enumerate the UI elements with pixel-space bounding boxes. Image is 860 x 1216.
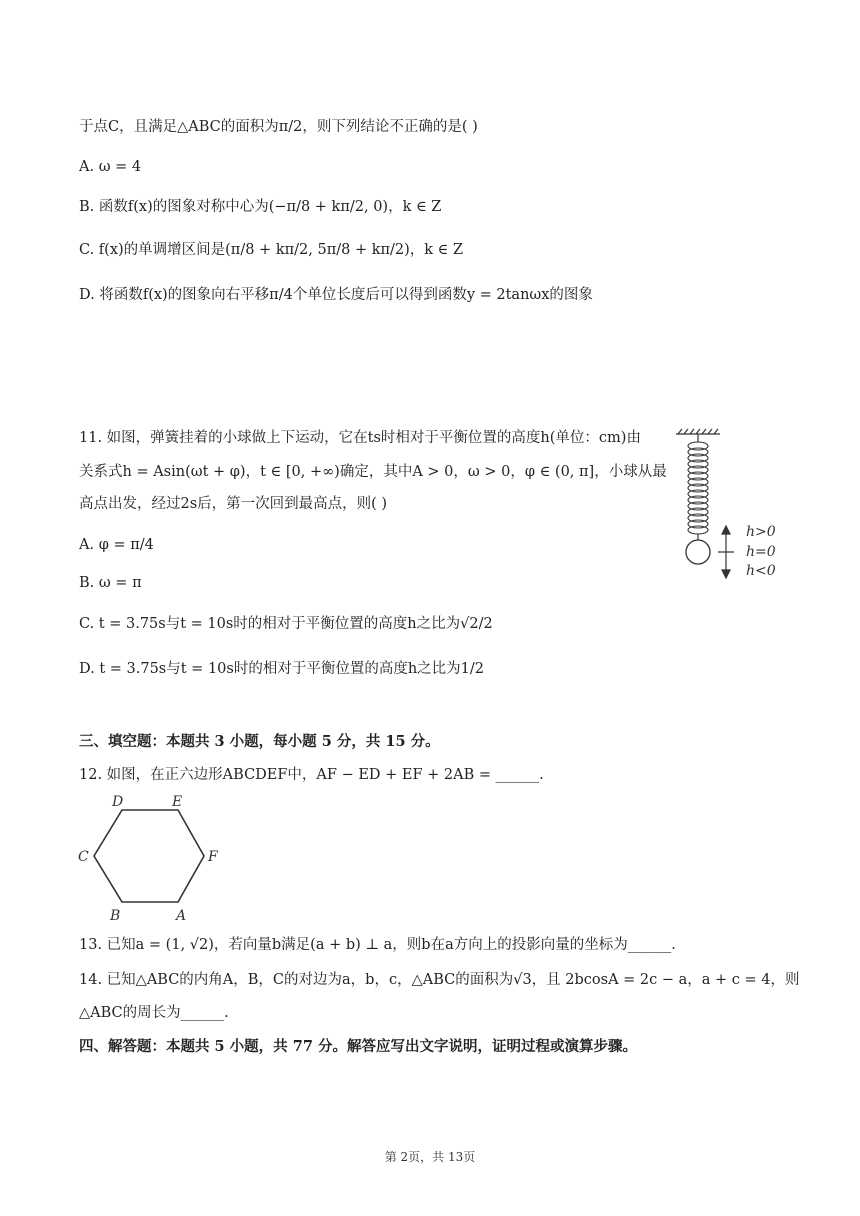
height-axis bbox=[718, 526, 734, 578]
label-E: E bbox=[172, 794, 183, 810]
q11-line-1: 11. 如图，弹簧挂着的小球做上下运动，它在ts时相对于平衡位置的高度h(单位：cm)由 bbox=[79, 430, 641, 446]
ceiling-hatch bbox=[676, 429, 720, 434]
page-footer: 第 2页，共 13页 bbox=[384, 1150, 476, 1164]
hexagon-figure bbox=[72, 790, 232, 925]
q11-option-d: D. t = 3.75s与t = 10s时的相对于平衡位置的高度h之比为1/2 bbox=[79, 661, 485, 677]
q13-text: 13. 已知a = (1, √2)，若向量b满足(a + b) ⊥ a，则b在a方向上的投影向量的坐标为______. bbox=[79, 937, 676, 953]
label-B: B bbox=[110, 908, 121, 924]
section-3-heading: 三、填空题：本题共 3 小题，每小题 5 分，共 15 分。 bbox=[79, 733, 440, 750]
q11-line-2: 关系式h = Asin(ωt + φ)，t ∈ [0, +∞)确定，其中A > 0，ω > 0，φ ∈ (0, π]，小球从最 bbox=[79, 464, 667, 480]
label-C: C bbox=[78, 849, 89, 865]
ball bbox=[686, 540, 710, 564]
q10-option-a: A. ω = 4 bbox=[79, 159, 142, 175]
q10-stem-tail: 于点C，且满足△ABC的面积为π/2，则下列结论不正确的是( ) bbox=[79, 119, 478, 135]
hexagon-shape bbox=[94, 810, 204, 902]
q11-line-3: 高点出发，经过2s后，第一次回到最高点，则( ) bbox=[79, 496, 388, 512]
q10-option-c: C. f(x)的单调增区间是(π/8 + kπ/2, 5π/8 + kπ/2)，k ∈ Z bbox=[79, 242, 464, 258]
q14-line-1: 14. 已知△ABC的内角A，B，C的对边为a，b，c，△ABC的面积为√3，且 2bcosA = 2c − a，a + c = 4，则 bbox=[79, 972, 800, 988]
label-h-positive: h>0 bbox=[746, 524, 776, 540]
q10-option-d: D. 将函数f(x)的图象向右平移π/4个单位长度后可以得到函数y = 2tanωx的图象 bbox=[79, 287, 593, 303]
q11-option-c: C. t = 3.75s与t = 10s时的相对于平衡位置的高度h之比为√2/2 bbox=[79, 616, 493, 632]
label-D: D bbox=[112, 794, 124, 810]
section-4-heading: 四、解答题：本题共 5 小题，共 77 分。解答应写出文字说明，证明过程或演算步骤。 bbox=[79, 1038, 637, 1055]
q12-text: 12. 如图，在正六边形ABCDEF中，AF − ED + EF + 2AB = ______. bbox=[79, 767, 544, 783]
spring-coils bbox=[688, 442, 708, 534]
label-F: F bbox=[208, 849, 218, 865]
q10-option-b: B. 函数f(x)的图象对称中心为(−π/8 + kπ/2, 0)，k ∈ Z bbox=[79, 199, 442, 215]
label-A: A bbox=[176, 908, 187, 924]
label-h-negative: h<0 bbox=[746, 563, 776, 579]
q11-option-b: B. ω = π bbox=[79, 575, 142, 591]
q14-line-2: △ABC的周长为______. bbox=[79, 1005, 229, 1021]
spring-figure bbox=[668, 428, 798, 580]
label-h-zero: h=0 bbox=[746, 544, 776, 560]
q11-option-a: A. φ = π/4 bbox=[79, 537, 154, 553]
